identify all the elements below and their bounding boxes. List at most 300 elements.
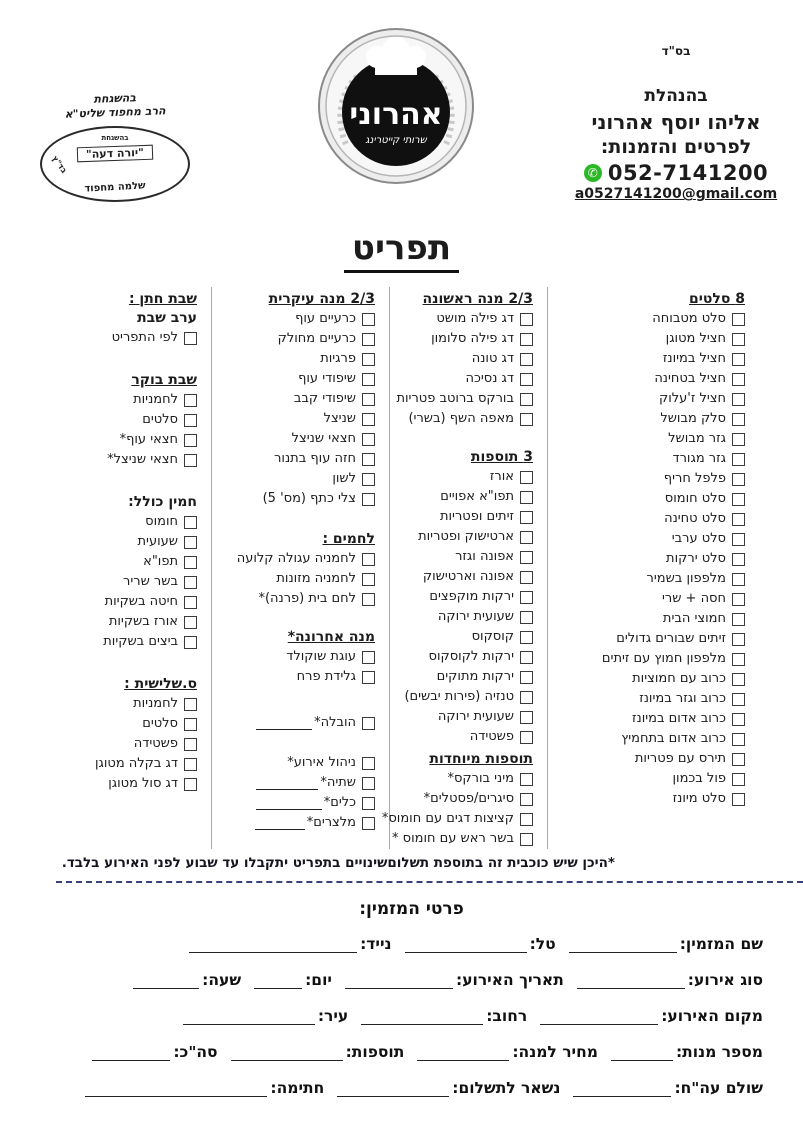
checkbox[interactable] [520,833,533,846]
checkbox[interactable] [520,631,533,644]
form-field-blank[interactable] [189,937,357,953]
orders-label: לפרטים והזמנות: [600,135,752,158]
menu-item-label: ארטישוק ופטריות [418,529,514,544]
logo-subtitle: שרותי קייטרינג [365,135,427,146]
menu-section [218,753,375,833]
checkbox[interactable] [362,453,375,466]
menu-item [20,410,197,430]
checkbox[interactable] [520,711,533,724]
menu-item [554,549,745,569]
checkbox[interactable] [732,413,745,426]
form-field-label: שם המזמין: [679,935,763,953]
menu-item [554,789,745,809]
menu-item [396,607,533,627]
menu-item [396,727,533,747]
menu-item [218,793,375,813]
menu-item [554,669,745,689]
menu-item-label: חציל במיונז [662,351,726,366]
menu-item-label: שתיה* [320,775,356,790]
checkbox[interactable] [520,471,533,484]
checkbox[interactable] [184,414,197,427]
section-header: לחמים : [322,531,375,547]
menu-item-label: כרעיים עוף [295,311,356,326]
checkbox[interactable] [184,698,197,711]
checkbox[interactable] [184,738,197,751]
form-field-blank[interactable] [577,973,685,989]
menu-item [396,369,533,389]
form-field-label: נייד: [360,935,392,953]
menu-item [20,450,197,470]
menu-item-label: לחם בית (פרנה)* [258,591,356,606]
section-header: שבת חתן : [128,291,197,307]
asterisk-note: *היכן שיש כוכבית זה בתוספת תשלום [387,855,615,871]
menu-item-label: שעועית ירוקה [437,609,514,624]
menu-item-label: פשטידה [133,736,178,751]
form-field-label: חתימה: [270,1079,325,1097]
menu-item-label: קוסקוס [471,629,514,644]
menu-item [218,489,375,509]
menu-item [20,512,197,532]
menu-column-salads [547,287,759,849]
menu-item [396,349,533,369]
checkbox[interactable] [520,491,533,504]
menu-item-label: לחמניה מזונות [276,571,356,586]
form-row [60,1043,763,1061]
checkbox[interactable] [362,817,375,830]
menu-item-label: לחמניה עגולה קלועה [236,551,356,566]
form-field-blank[interactable] [611,1045,673,1061]
order-form [0,883,803,1097]
checkbox[interactable] [732,553,745,566]
menu-item-label: עוגת שוקולד [286,649,356,664]
form-rows [60,935,763,1097]
menu-item [396,487,533,507]
menu-item-label: אפונה וארטישוק [422,569,514,584]
checkbox[interactable] [520,691,533,704]
menu-item [396,769,533,789]
menu-item [218,549,375,569]
checkbox[interactable] [362,393,375,406]
checkbox[interactable] [362,313,375,326]
checkbox[interactable] [732,513,745,526]
menu-item [396,527,533,547]
menu-item [396,507,533,527]
phone-row [555,161,797,185]
menu-item-label: סיגרים/פסטלים* [423,791,514,806]
stamp-oval-seal [40,126,190,202]
menu-item [20,572,197,592]
checkbox[interactable] [732,493,745,506]
menu-item-label: ניהול אירוע* [287,755,356,770]
menu-item-label: בורקס ברוטב פטריות [396,391,514,406]
menu-item [554,769,745,789]
menu-column-first-course [381,287,547,849]
brand-logo-badge [316,26,476,186]
menu-item-label: אורז [489,469,514,484]
menu-item [554,329,745,349]
checkbox[interactable] [732,753,745,766]
menu-item-label: דג פילה מושט [436,311,514,326]
checkbox[interactable] [520,413,533,426]
checkbox[interactable] [184,536,197,549]
menu-item-label: כרוב וגזר במיונז [639,691,726,706]
menu-item-label: כרוב אדום במיונז [632,711,726,726]
menu-item [20,714,197,734]
stamp-oval-side-text: בד"ץ [50,153,69,175]
menu-item-label: פול בכמון [672,771,726,786]
form-field-blank[interactable] [540,1009,658,1025]
checkbox[interactable] [362,757,375,770]
menu-item [20,430,197,450]
checkbox[interactable] [362,651,375,664]
menu-item [396,647,533,667]
form-field-blank[interactable] [361,1009,483,1025]
checkbox[interactable] [184,516,197,529]
menu-item-label: מלפפון חמוץ עם זיתים [601,651,726,666]
checkbox[interactable] [520,571,533,584]
menu-item [554,709,745,729]
form-field-blank[interactable] [183,1009,315,1025]
form-field-label: עיר: [317,1007,349,1025]
menu-item-label: לחמניות [133,696,178,711]
stamp-oval-top-text: בהשגחת [101,133,129,142]
form-field-blank[interactable] [254,973,302,989]
checkbox[interactable] [732,673,745,686]
checkbox[interactable] [732,653,745,666]
menu-item-label: דג טונה [471,351,514,366]
menu-item-label: כרוב עם חמוציות [632,671,726,686]
menu-item [218,667,375,687]
checkbox[interactable] [732,393,745,406]
menu-item-label: פרגיות [320,351,356,366]
menu-item-label: סלט ירקות [666,551,726,566]
menu-item [20,694,197,714]
menu-item-label: מאפה השף (בשרי) [408,411,514,426]
kosher-stamp [26,92,204,202]
menu-item [20,734,197,754]
menu-item [396,707,533,727]
checkbox[interactable] [520,333,533,346]
bsd-text: בס"ד [661,44,691,58]
form-field-blank[interactable] [133,973,199,989]
checkbox[interactable] [520,511,533,524]
checkbox[interactable] [362,593,375,606]
menu-item-label: שיפודי קבב [293,391,356,406]
owner-name: אליהו יוסף אהרוני [591,109,761,134]
menu-item [20,754,197,774]
menu-section [218,713,375,733]
menu-item-label: הובלה* [314,715,356,730]
menu-item-label: חומוס [145,514,178,529]
checkbox[interactable] [732,333,745,346]
menu-item-label: סלט חומוס [664,491,726,506]
checkbox[interactable] [520,793,533,806]
menu-item [20,612,197,632]
menu-item [554,469,745,489]
checkbox[interactable] [362,573,375,586]
menu-item [218,469,375,489]
checkbox[interactable] [362,671,375,684]
menu-item [218,409,375,429]
form-field-label: מחיר למנה: [512,1043,598,1061]
menu-item-label: לשון [332,471,356,486]
stamp-oval-bottom-text: שלמה מחפוד [84,179,146,195]
form-field-label: יום: [305,971,332,989]
form-field-label: רחוב: [486,1007,528,1025]
menu-item [20,390,197,410]
menu-item [218,773,375,793]
menu-item [396,587,533,607]
menu-item-label: סלטים [142,412,178,427]
checkbox[interactable] [520,671,533,684]
menu-item [554,649,745,669]
fill-in-blank[interactable] [255,816,305,830]
checkbox[interactable] [362,353,375,366]
section-header: 2/3 מנה ראשונה [422,291,533,307]
checkbox[interactable] [520,353,533,366]
menu-item-label: סלט ערבי [671,531,726,546]
menu-item-label: חסה + שרי [661,591,726,606]
checkbox[interactable] [362,413,375,426]
menu-item-label: בשר שריר [123,574,178,589]
menu-item-label: מלפפון בשמיר [646,571,726,586]
menu-item [554,349,745,369]
checkbox[interactable] [362,473,375,486]
checkbox[interactable] [520,393,533,406]
menu-item-label: פלפל חריף [663,471,726,486]
menu-item [396,389,533,409]
checkbox[interactable] [732,793,745,806]
menu-item [218,813,375,833]
checkbox[interactable] [184,596,197,609]
menu-item-label: ירקות לקוסקוס [428,649,514,664]
menu-item [554,509,745,529]
menu-item [381,809,533,829]
checkbox[interactable] [732,373,745,386]
form-field-label: סה"כ: [173,1043,218,1061]
menu-section [554,289,745,809]
checkbox[interactable] [184,616,197,629]
menu-item [396,309,533,329]
menu-item-label: כרוב אדום בתחמיץ [621,731,726,746]
checkbox[interactable] [362,373,375,386]
checkbox[interactable] [184,636,197,649]
menu-item-label: מלצרים* [306,815,356,830]
section-subheader: ערב שבת [137,310,197,326]
checkbox[interactable] [732,613,745,626]
menu-item-label: סלט טחינה [664,511,726,526]
menu-item-label: חציל ז'עלוק [659,391,726,406]
page-title: תפריט [344,228,459,273]
stamp-oval-banner: "יורה דעה" [77,144,153,162]
menu-item [218,329,375,349]
checkbox[interactable] [184,576,197,589]
checkbox[interactable] [362,553,375,566]
menu-section [20,289,197,348]
checkbox[interactable] [184,394,197,407]
form-field-blank[interactable] [405,937,527,953]
checkbox[interactable] [184,454,197,467]
menu-item-label: כרעיים מחולק [277,331,356,346]
menu-item [218,569,375,589]
management-line: בהנהלת [644,86,708,106]
checkbox[interactable] [362,433,375,446]
checkbox[interactable] [732,473,745,486]
menu-section [396,447,533,747]
menu-item-label: חמוצי הבית [662,611,726,626]
form-field-blank[interactable] [417,1045,509,1061]
menu-item [554,389,745,409]
form-field-label: תאריך האירוע: [456,971,564,989]
menu-item-label: חציל בטחינה [654,371,726,386]
menu-item [396,547,533,567]
checkbox[interactable] [732,573,745,586]
section-header: 2/3 מנה עיקרית [268,291,375,307]
menu-item [396,627,533,647]
section-header: תוספות מיוחדות [429,751,533,767]
menu-item-label: פשטידה [469,729,514,744]
menu-item [218,589,375,609]
form-field-blank[interactable] [231,1045,343,1061]
menu-item [218,429,375,449]
menu-item-label: סלט מטבוחה [652,311,726,326]
fill-in-blank[interactable] [256,796,322,810]
footnotes [0,849,803,873]
form-field-blank[interactable] [573,1081,671,1097]
checkbox[interactable] [362,777,375,790]
checkbox[interactable] [184,718,197,731]
menu-item [554,529,745,549]
checkbox[interactable] [732,633,745,646]
checkbox[interactable] [520,773,533,786]
checkbox[interactable] [520,611,533,624]
checkbox[interactable] [732,773,745,786]
section-header: 3 תוספות [470,449,533,465]
checkbox[interactable] [520,813,533,826]
checkbox[interactable] [184,778,197,791]
form-field-blank[interactable] [337,1081,449,1097]
menu-item [396,687,533,707]
menu-item-label: ירקות מתוקים [436,669,514,684]
checkbox[interactable] [732,353,745,366]
form-field-blank[interactable] [345,973,453,989]
phone-number: 052-7141200 [607,161,769,186]
menu-item-label: כלים* [323,795,356,810]
form-field-label: נשאר לתשלום: [452,1079,561,1097]
checkbox[interactable] [362,717,375,730]
form-field-label: טל: [529,935,556,953]
menu-item [554,729,745,749]
menu-item [396,567,533,587]
menu-item [218,309,375,329]
form-field-blank[interactable] [92,1045,170,1061]
form-field-label: תוספות: [345,1043,405,1061]
menu-item [20,632,197,652]
fill-in-blank[interactable] [256,776,318,790]
menu-section [381,749,533,849]
menu-item-label: סלטים [142,716,178,731]
menu-item-label: שיפודי עוף [298,371,356,386]
checkbox[interactable] [184,332,197,345]
checkbox[interactable] [732,593,745,606]
checkbox[interactable] [732,453,745,466]
menu-item [554,569,745,589]
menu-item [554,489,745,509]
email-address: a0527141200@gmail.com [574,186,778,203]
menu-item-label: לפי התפריט [111,330,178,345]
menu-item [392,829,533,849]
logo-brand-name: אהרוני [349,97,443,132]
menu-item [20,532,197,552]
checkbox[interactable] [732,713,745,726]
checkbox[interactable] [362,493,375,506]
form-field-blank[interactable] [569,937,677,953]
menu-item [218,449,375,469]
form-field-blank[interactable] [85,1081,267,1097]
checkbox[interactable] [362,797,375,810]
menu-item-label: שעועית ירוקה [437,709,514,724]
menu-item-label: אפונה וגזר [455,549,514,564]
checkbox[interactable] [520,531,533,544]
checkbox[interactable] [520,731,533,744]
menu-item [20,774,197,794]
menu-item [554,689,745,709]
menu-item-label: חצאי שניצל* [107,452,178,467]
menu-section [218,289,375,509]
checkbox[interactable] [732,433,745,446]
menu-item [20,552,197,572]
changes-note: שינויים בתפריט יתקבלו עד שבוע לפני האירוע בלבד. [61,855,388,871]
checkbox[interactable] [520,551,533,564]
checkbox[interactable] [184,434,197,447]
form-title: פרטי המזמין: [359,899,464,919]
menu-item [396,409,533,429]
menu-item-label: גלידת פרח [296,669,356,684]
checkbox[interactable] [362,333,375,346]
menu-item-label: דג בקלה מטוגן [94,756,178,771]
menu-item-label: דג סול מטוגן [108,776,178,791]
checkbox[interactable] [520,313,533,326]
form-field-label: מקום האירוע: [661,1007,763,1025]
checkbox[interactable] [184,758,197,771]
checkbox[interactable] [520,373,533,386]
checkbox[interactable] [520,591,533,604]
menu-item-label: סלק מבושל [660,411,726,426]
form-row [60,935,763,953]
menu-item [554,749,745,769]
menu-item-label: מיני בורקס* [447,771,514,786]
checkbox[interactable] [520,651,533,664]
menu-item [554,449,745,469]
menu-item [554,609,745,629]
menu-item-label: תפו"א [143,554,178,569]
fill-in-blank[interactable] [256,716,312,730]
menu-item-label: דג נסיכה [465,371,514,386]
section-header: שבת בוקר [131,372,197,388]
checkbox[interactable] [732,693,745,706]
menu-item-label: חזה עוף בתנור [274,451,356,466]
form-row [60,1007,763,1025]
menu-section [396,289,533,429]
menu-item-label: סלט מיונז [672,791,726,806]
menu-section [218,627,375,687]
form-row [60,971,763,989]
checkbox[interactable] [184,556,197,569]
menu-item [218,647,375,667]
checkbox[interactable] [732,733,745,746]
checkbox[interactable] [732,313,745,326]
checkbox[interactable] [732,533,745,546]
